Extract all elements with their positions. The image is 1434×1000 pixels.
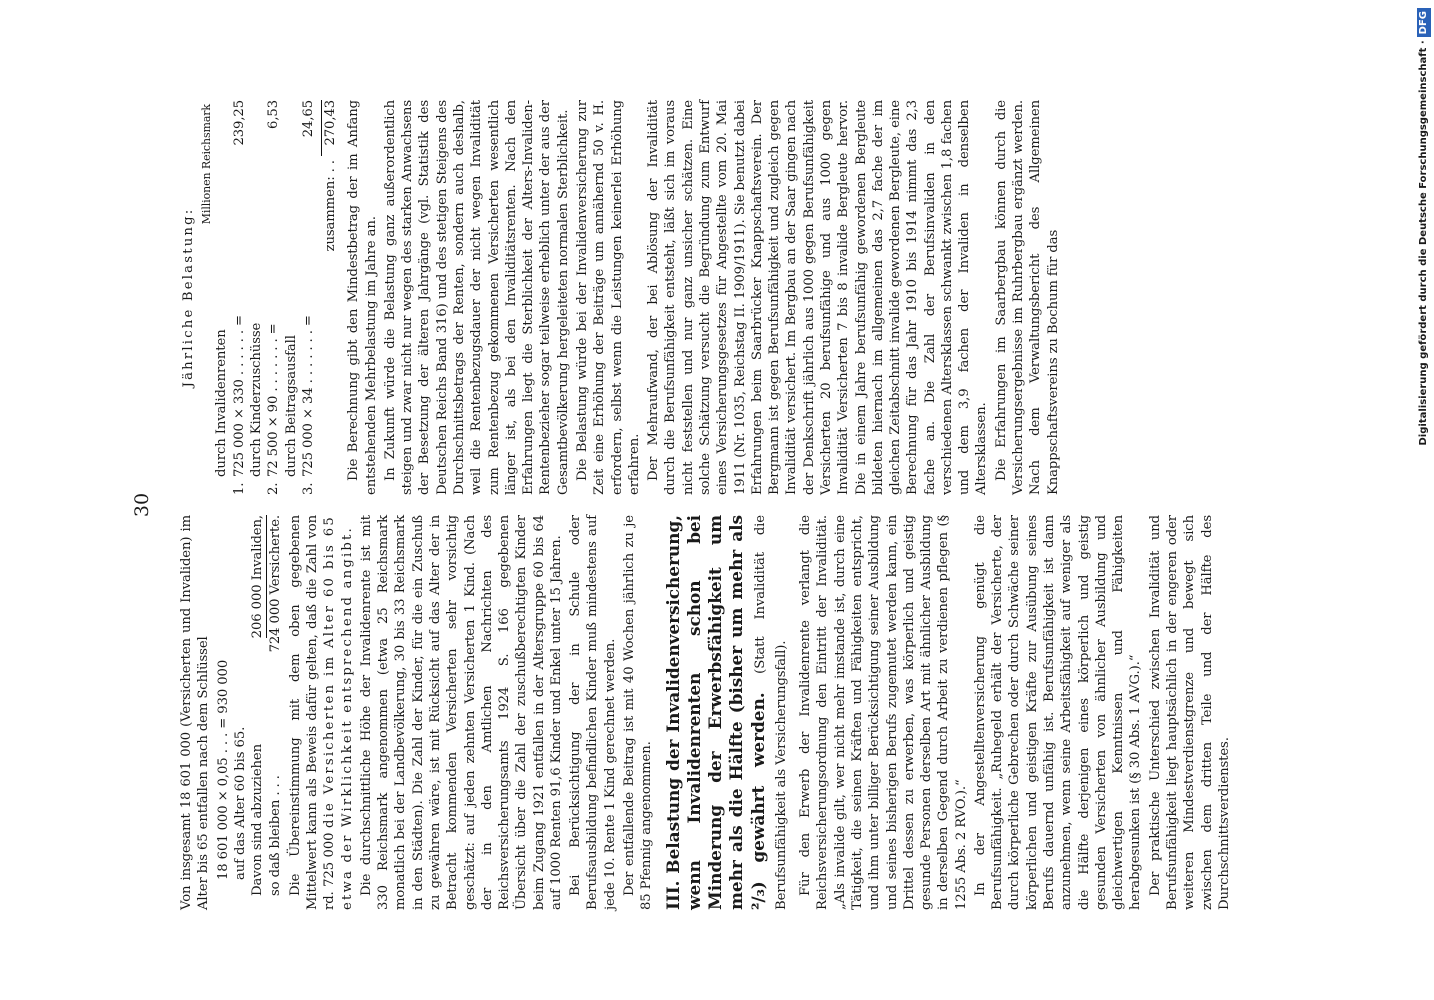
paragraph: Bei Berücksichtigung der in Schule oder Berufsausbildung befindlichen Kinder muß mindestens auf jede 10. Rente 1 Kind gerechnet werden.: [568, 515, 618, 910]
heading-text: III. Belastung der Invalidenversicherung, wenn Invalidenrenten schon bei Minderung der Erwerbsfähigkeit um mehr als die Hälfte (bisher um mehr als ²/₃) gewährt werden.: [663, 515, 769, 910]
paragraph: Die Belastung würde bei der Invalidenversicherung zur Zeit eine Erhöhung der Beiträge um annähernd 50 v. H. erfordern, selbst wenn die Leistungen keinerlei Erhöhung erfahren.: [575, 100, 642, 495]
unit-label: Millionen Reichsmark: [200, 104, 214, 225]
row-text: [283, 160, 318, 477]
sum-label: zusammen: . .: [323, 160, 339, 252]
digitization-credit: [1414, 8, 1434, 992]
row-value: 239,25: [231, 100, 247, 146]
calc-line: [267, 515, 284, 910]
left-column: [178, 515, 1235, 910]
calc-value: 206 000 Invaliden,: [249, 515, 267, 638]
row-number: 1.: [231, 482, 247, 495]
row-value: 24,65: [300, 100, 316, 138]
heading-subtext: (Statt Invalidität die Berufsunfähigkeit als Versicherungsfall).: [752, 515, 789, 910]
row-formula: 725 000 × 330 . . . . . . =: [231, 315, 247, 477]
table-row: [248, 100, 283, 495]
page-number: 30: [131, 492, 153, 518]
right-column: [178, 100, 1064, 495]
row-label: durch Beitragsausfall: [283, 335, 299, 477]
paragraph: Die durchschnittliche Höhe der Invalidenrente ist mit 330 Reichsmark angenommen (etwa 25 Reichsmark monatlich bei der Landbevölkerung, 30 bis 33 Reichsmark in den Städten). Die Zahl der Kinder, für die ein Zuschuß zu gewähren wäre, ist mit Rücksicht auf das Alter der in Betracht kommenden Versicherten sehr vorsichtig geschätzt: auf jeden zehnten Versicherten 1 Kind. (Nach der in den Amtlichen Nachrichten des Reichsversicherungsamts 1924 S. 166 gegebenen Übersicht über die Zahl der zuschußberechtigten Kinder beim Zugang 1921 entfallen in der Altersgruppe 60 bis 64 auf 1000 Renten 91,6 Kinder und Enkel unter 15 Jahren.: [358, 515, 564, 910]
table-sum: [321, 100, 339, 495]
row-label: durch Invalidenrenten: [214, 329, 230, 477]
dfg-logo: DFG: [1417, 8, 1431, 37]
section-heading: [664, 515, 792, 910]
text-run: Die Übereinstimmung mit dem oben gegebenen Mittelwert kann als Beweis dafür gelten, daß die Zahl von rd. 725 000: [287, 515, 338, 910]
calc-label: so daß bleiben . . .: [268, 775, 284, 896]
paragraph: Der Mehraufwand, der bei Ablösung der Invalidität durch die Berufsunfähigkeit entsteht, läßt sich im voraus nicht feststellen und nur ganz unsicher schätzen. Eine solche Schätzung versucht die Begründung zum Entwurf eines Versicherungsgesetzes für Angestellte vom 20. Mai 1911 (Nr. 1035, Reichstag II. 1909/1911). Sie benutzt dabei Erfahrungen beim Saarbrücker Knappschaftsverein. Der Bergmann ist gegen Berufsunfähigkeit und zugleich gegen Invalidität versichert. Im Bergbau an der Saar gingen nach der Denkschrift jährlich aus 1000 gegen Berufsunfähigkeit Versicherten 20 berufsunfähige und aus 1000 gegen Invalidität Versicherten 7 bis 8 invalide Bergleute hervor. Die in einem Jahre berufsunfähig gewordenen Bergleute bildeten hiernach im allgemeinen das 2,7 fache der im gleichen Zeitabschnitt invalide gewordenen Bergleute, eine Berechnung für das Jahr 1910 bis 1914 nimmt das 2,3 fache an. Die Zahl der Berufsinvaliden in den verschiedenen Altersklassen schwankt zwischen 1,8 fachen und dem 3,9 fachen der Invaliden in denselben Altersklassen.: [646, 100, 990, 495]
sum-value: 270,43: [321, 100, 339, 156]
paragraph: In Zukunft würde die Belastung ganz außerordentlich steigen und zwar nicht nur wegen des starken Anwachsens der Besetzung der älteren Jahrgänge (vgl. Statistik des Deutschen Reichs Band 316) und des stetigen Steigens des Durchschnittsbetrags der Renten, sondern auch deshalb, weil die Rentenbezugsdauer der nicht wegen Invalidität zum Rentenbezug gekommenen Versicherten wesentlich länger ist, als bei den Invaliditätsrenten. Nach den Erfahrungen liegt die Sterblichkeit der Alters-Invaliden-Rentenbezieher sogar teilweise erheblich unter der aus der Gesamtbevölkerung hergeleiteten normalen Sterblichkeit.: [382, 100, 571, 495]
paragraph: In der Angestelltenversicherung genügt die Berufsunfähigkeit. „Ruhegeld erhält der Versicherte, der durch körperliche Gebrechen oder durch Schwäche seiner körperlichen und geistigen Kräfte zur Ausübung seines Berufs dauernd unfähig ist. Berufsunfähigkeit ist dann anzunehmen, wenn seine Arbeitsfähigkeit auf weniger als die Hälfte derjenigen eines körperlich und geistig gesunden Versicherten von ähnlicher Ausbildung und gleichwertigen Kenntnissen und Fähigkeiten herabgesunken ist (§ 30 Abs. 1 AVG.).“: [972, 515, 1144, 910]
paragraph: Der praktische Unterschied zwischen Invalidität und Berufsunfähigkeit liegt hauptsächlich in der engeren oder weiteren Mindestverdienstgrenze und bewegt sich zwischen dem dritten Teile und der Hälfte des Durchschnittsverdienstes.: [1147, 515, 1232, 910]
calculation-block: [215, 515, 285, 910]
calc-value: 724 000 Versicherte.: [268, 515, 284, 653]
row-text: [248, 160, 283, 477]
calc-line: auf das Alter 60 bis 65.: [232, 726, 248, 880]
credit-text: Digitalisierung gefördert durch die Deutsche Forschungsgemeinschaft ·: [1418, 40, 1429, 446]
paragraph: Für den Erwerb der Invalidenrente verlangt die Reichsversicherungsordnung den Eintritt der Invalidität. „Als invalide gilt, wer nicht mehr imstande ist, durch eine Tätigkeit, die seinen Kräften und Fähigkeiten entspricht, und ihm unter billiger Berücksichtigung seiner Ausbildung und seines bisherigen Berufs zugemutet werden kann, ein Drittel dessen zu erwerben, was körperlich und geistig gesunde Personen derselben Art mit ähnlicher Ausbildung in derselben Gegend durch Arbeit zu verdienen pflegen (§ 1255 Abs. 2 RVO.).“: [798, 515, 969, 910]
spaced-text: die Versicherten im Alter 60 bis 65 etwa der Wirklichkeit entsprechend angibt.: [322, 515, 355, 910]
calc-line: [249, 515, 267, 910]
calc-label: Davon sind abzuziehen: [250, 743, 266, 896]
table-title: Jährliche Belastung:: [181, 207, 196, 388]
burden-table: [213, 100, 317, 495]
table-row: [283, 100, 318, 495]
document-page: [130, 100, 1310, 910]
paragraph: Die Erfahrungen im Saarbergbau können durch die Versicherungsergebnisse im Ruhrbergbau ergänzt werden. Nach dem Verwaltungsbericht des Allgemeinen Knappschaftsvereins zu Bochum für das: [993, 100, 1061, 495]
row-number: 3.: [300, 482, 316, 495]
paragraph: Der entfallende Beitrag ist mit 40 Wochen jährlich zu je 85 Pfennig angenommen.: [622, 515, 655, 910]
table-row: [213, 100, 248, 495]
row-number: 2.: [266, 482, 282, 495]
row-value: 6,53: [266, 100, 282, 129]
row-text: [213, 160, 248, 477]
row-formula: 72 500 × 90 . . . . . . . =: [266, 323, 282, 477]
row-label: durch Kinderzuschüsse: [248, 322, 264, 477]
row-formula: 725 000 × 34 . . . . . . . =: [300, 315, 316, 477]
paragraph: Die Berechnung gibt den Mindestbetrag der im Anfang entstehenden Mehrbelastung im Jahre an.: [346, 100, 379, 495]
calc-line: 18 601 000 × 0,05 . . . = 930 000: [215, 659, 231, 880]
paragraph: [287, 515, 356, 910]
paragraph: Von insgesamt 18 601 000 (Versicherten und Invaliden) im Alter bis 65 entfallen nach dem Schlüssel: [179, 515, 212, 910]
